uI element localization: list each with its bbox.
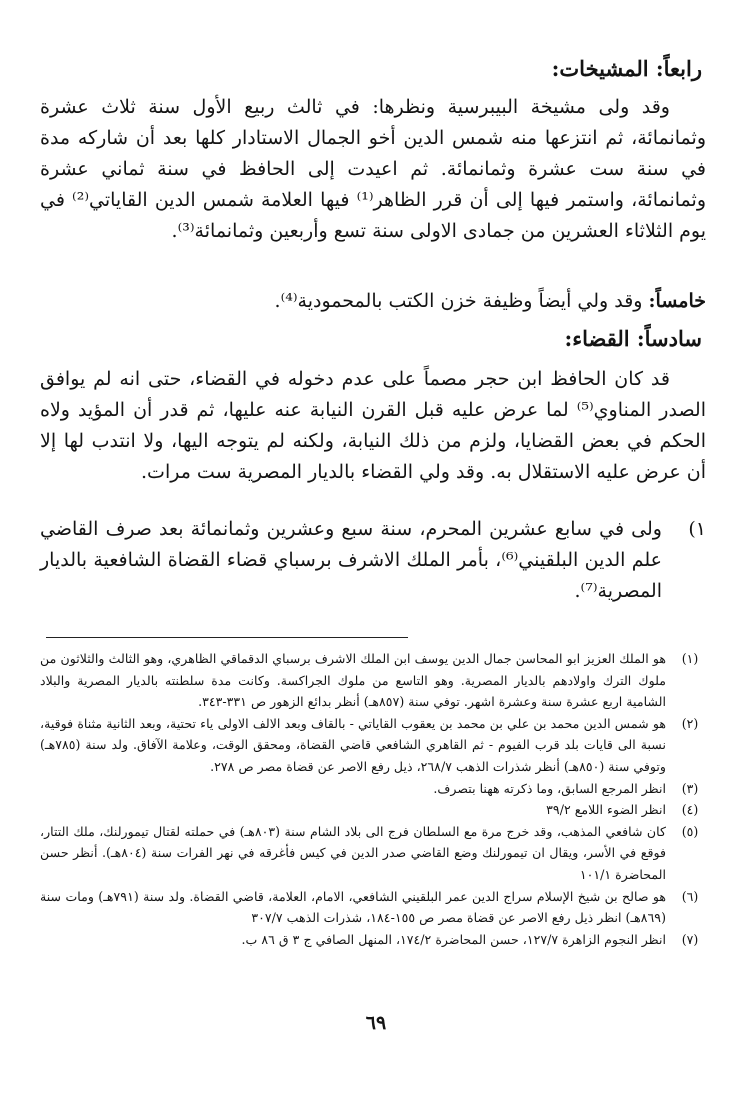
footnote-1 (40, 648, 714, 713)
footnotes (40, 648, 714, 950)
section5-text: وقد ولي أيضاً وظيفة خزن الكتب بالمحمودية⁽⁴⁾. (274, 290, 643, 312)
footnote-number: (٣) (681, 780, 699, 796)
footnote-number: (٧) (681, 931, 699, 947)
footnote-number: (٤) (681, 802, 699, 818)
section-heading-5: خامساً: (648, 290, 706, 312)
footnote-6 (40, 886, 714, 929)
section-heading-6: سادساً: القضاء: (564, 326, 702, 351)
footnote-text: كان شافعي المذهب، وقد خرج مرة مع السلطان فرج الى بلاد الشام سنة (٨٠٣هـ) في حملته لقتال تيمورلنك، ملك التتار، فوقع في الأسر، ويقال ان تيمورلنك وضع القاضي صدر الدين في كيس فأغرقه في نهر الفرات سنة (٨٠٤هـ). أنظر حسن المحاضرة ١٠١/١ (40, 823, 666, 882)
footnote-text: انظر الضوء اللامع ٣٩/٢ (546, 802, 666, 818)
footnote-text: هو الملك العزيز ابو المحاسن جمال الدين يوسف ابن الملك الاشرف برسباي الدقماقي الظاهري، وهو الثالث والثلاثون من ملوك الترك واولادهم بالديار المصرية. وهو التاسع من ملوك الجراكسة. وكانت مدة سلطنته بالديار المصرية والبلاد الشامية اربع عشرة سنة وعشرة اشهر. توفي سنة (٨٥٧هـ) أنظر بدائع الزهور ص ٣٣١-٣٤٣. (40, 651, 666, 710)
footnote-3 (40, 778, 714, 800)
list-item-text: ولى في سابع عشرين المحرم، سنة سبع وعشرين وثمانمائة بعد صرف القاضي علم الدين البلقيني⁽⁶⁾، بأمر الملك الاشرف برسباي قضاء القضاة الشافعية بالديار المصرية⁽⁷⁾. (40, 518, 662, 602)
footnote-text: انظر المرجع السابق، وما ذكرته ههنا بتصرف. (433, 780, 666, 796)
list-item-number: ١) (688, 518, 706, 540)
footnote-divider (46, 637, 408, 638)
section-heading-4: رابعاً: المشيخات: (551, 56, 702, 81)
footnote-4 (40, 799, 714, 821)
footnote-text: انظر النجوم الزاهرة ١٢٧/٧، حسن المحاضرة ١٧٤/٢، المنهل الصافي ج ٣ ق ٨٦ ب. (241, 931, 666, 947)
footnote-number: (٥) (681, 823, 699, 839)
footnote-text: هو شمس الدين محمد بن علي بن محمد بن يعقوب القاياتي - بالقاف وبعد الالف الاولى ياء تحتية، وبعد الثانية مثناة فوقية، نسبة الى قايات بلد قرب الفيوم - ثم القاهري الشافعي قاضي القضاة، ومحقق الوقت، وعلامة الآفاق. ولد سنة (٧٨٥هـ) وتوفي سنة (٨٥٠هـ) أنظر شذرات الذهب ٢٦٨/٧، ذيل رفع الاصر عن قضاة مصر ص ٢٧٨. (40, 715, 666, 774)
footnote-number: (١) (681, 651, 699, 666)
footnote-2 (40, 713, 714, 778)
paragraph-qada: قد كان الحافظ ابن حجر مصماً على عدم دخوله في القضاء، حتى انه لم يوافق الصدر المناوي⁽⁵⁾ لما عرض عليه قبل القرن النيابة عنه عليها، ثم قدر أن المؤيد ولاه الحكم في بعض القضايا، ولزم من ذلك النيابة، ولكنه لم يتوجه اليها، ولا انتدب لها إلا أن عرض عليه الاستقلال به. وقد ولي القضاء بالديار المصرية ست مرات. (40, 368, 706, 483)
footnote-5 (40, 821, 714, 886)
paragraph-mashyakhat: وقد ولى مشيخة البيبرسية ونظرها: في ثالث ربيع الأول سنة ثلاث عشرة وثمانمائة، ثم انتزعها منه شمس الدين أخو الجمال الاستادار كلها بعد أن شاركه مدة في سنة ست عشرة وثمانمائة. ثم اعيدت إلى الحافظ في سنة ثماني عشرة وثمانمائة، واستمر فيها إلى أن قرر الظاهر⁽¹⁾ فيها العلامة شمس الدين القاياتي⁽²⁾ في يوم الثلاثاء العشرين من جمادى الاولى سنة تسع وأربعين وثمانمائة⁽³⁾. (40, 96, 706, 242)
list-item-1 (40, 514, 706, 607)
footnote-7 (40, 929, 714, 951)
footnote-text: هو صالح بن شيخ الإسلام سراج الدين عمر البلقيني الشافعي، الامام، العلامة، قاضي القضاة. ولد سنة (٧٩١هـ) ومات سنة (٨٦٩هـ) انظر ذيل رفع الاصر عن قضاة مصر ص ١٥٥-١٨٤، شذرات الذهب ٣٠٧/٧ (40, 888, 666, 926)
footnote-number: (٢) (681, 715, 699, 731)
paragraph-fifth (40, 286, 706, 317)
page-number: ٦٩ (365, 1012, 387, 1034)
footnote-number: (٦) (681, 888, 699, 904)
